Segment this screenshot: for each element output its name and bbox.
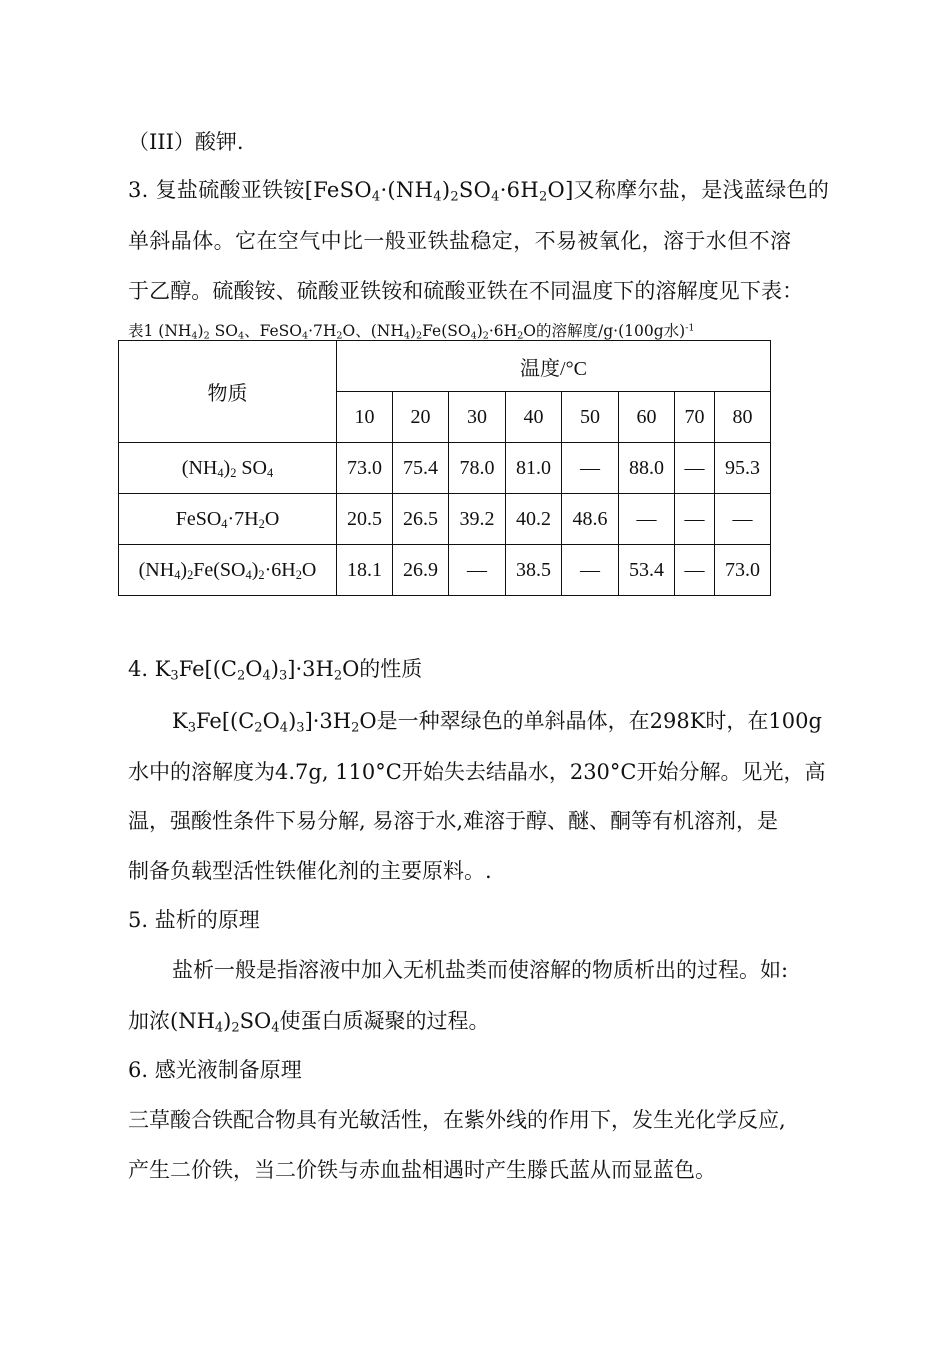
value-cell: — [619, 494, 675, 545]
text: SO [458, 178, 492, 202]
sub: 4 [403, 330, 410, 342]
value-cell: — [715, 494, 771, 545]
text: ) [409, 322, 417, 340]
value-cell: — [675, 545, 715, 596]
section4-para-line1: $K_3Fe[(C_2O_4)_3]\cdot 3H_2O$是一种翠绿色的单斜晶体，在298K时，在100g [172, 709, 822, 736]
temp-cell: 20 [393, 392, 449, 443]
solubility-table [118, 340, 771, 596]
sub: 4 [237, 330, 245, 342]
text: O的溶解度/g·(100g水) [523, 322, 686, 340]
section5-para-line1: 盐析一般是指溶液中加入无机盐类而使溶解的物质析出的过程。如: [172, 958, 789, 982]
value-cell: — [562, 545, 619, 596]
intro-line-fragment [128, 132, 244, 153]
text-l0: （III）酸钾. [128, 130, 244, 154]
value-cell: 78.0 [449, 443, 506, 494]
text: ·6H [488, 322, 518, 340]
value-cell: — [675, 494, 715, 545]
text: ·7H [308, 322, 337, 340]
sub: 2 [336, 330, 343, 342]
text: SO [209, 322, 238, 340]
section5-heading: 5. 盐析的原理 [128, 908, 260, 932]
text: 、FeSO [244, 322, 302, 340]
value-cell: 26.9 [393, 545, 449, 596]
text: O]又称摩尔盐，是浅蓝绿色的 [547, 178, 830, 202]
text: 单斜晶体。它在空气中比一般亚铁盐稳定，不易被氧化，溶于水但不溶 [128, 229, 792, 253]
value-cell: 38.5 [506, 545, 562, 596]
value-cell: 48.6 [562, 494, 619, 545]
value-cell: 39.2 [449, 494, 506, 545]
text: ) [441, 178, 451, 202]
text: ) [197, 322, 204, 340]
value-cell: 73.0 [337, 443, 393, 494]
value-cell: 26.5 [393, 494, 449, 545]
sup: -1 [685, 322, 695, 334]
text: O、(NH [342, 322, 404, 340]
sub: 4 [491, 189, 500, 205]
table-row [119, 494, 771, 545]
text: Fe(SO [422, 322, 471, 340]
substance-header: 物质 [119, 341, 337, 443]
section5-para-line2: 加浓$(NH_4)_2SO_4$使蛋白质凝聚的过程。 [128, 1009, 490, 1036]
temp-cell: 70 [675, 392, 715, 443]
table-header-row [119, 341, 771, 392]
value-cell: — [562, 443, 619, 494]
text: 3. 复盐硫酸亚铁铵[FeSO [128, 178, 372, 202]
value-cell: — [675, 443, 715, 494]
table-row [119, 545, 771, 596]
sub: 2 [517, 330, 524, 342]
table-row [119, 443, 771, 494]
sub: 4 [433, 189, 442, 205]
temp-cell: 10 [337, 392, 393, 443]
temp-cell: 50 [562, 392, 619, 443]
value-cell: 95.3 [715, 443, 771, 494]
section3-line3 [128, 281, 803, 302]
sub: 4 [301, 330, 309, 342]
section4-para-line4: 制备负载型活性铁催化剂的主要原料。. [128, 859, 492, 883]
sub: 4 [371, 189, 381, 205]
temp-cell: 40 [506, 392, 562, 443]
temp-cell: 30 [449, 392, 506, 443]
section3-heading-line [128, 178, 830, 205]
substance-name: $(NH_4)_2$ $SO_4$ [119, 443, 337, 494]
temp-cell: 80 [715, 392, 771, 443]
text: 于乙醇。硫酸铵、硫酸亚铁铵和硫酸亚铁在不同温度下的溶解度见下表： [128, 279, 804, 303]
table-caption [128, 319, 695, 341]
substance-name: $FeSO_4\cdot 7H_2O$ [119, 494, 337, 545]
value-cell: 18.1 [337, 545, 393, 596]
section6-para-line2: 产生二价铁，当二价铁与赤血盐相遇时产生滕氏蓝从而显蓝色。 [128, 1158, 716, 1182]
section3-line2 [128, 231, 791, 252]
sub: 2 [203, 330, 210, 342]
value-cell: — [449, 545, 506, 596]
value-cell: 40.2 [506, 494, 562, 545]
text: ·(NH [380, 178, 434, 202]
value-cell: 73.0 [715, 545, 771, 596]
text: ·6H [499, 178, 539, 202]
sub: 2 [538, 189, 548, 205]
temperature-header: 温度/°C [337, 341, 771, 392]
value-cell: 81.0 [506, 443, 562, 494]
text: ) [476, 322, 483, 340]
sub: 2 [482, 330, 489, 342]
sub: 2 [416, 330, 423, 342]
value-cell: 53.4 [619, 545, 675, 596]
section6-para-line1: 三草酸合铁配合物具有光敏活性，在紫外线的作用下，发生光化学反应, [128, 1108, 786, 1132]
section4-para-line3: 温，强酸性条件下易分解, 易溶于水,难溶于醇、醚、酮等有机溶剂，是 [128, 809, 779, 833]
value-cell: 88.0 [619, 443, 675, 494]
value-cell: 75.4 [393, 443, 449, 494]
value-cell: 20.5 [337, 494, 393, 545]
sub: 4 [470, 330, 477, 342]
section6-heading: 6. 感光液制备原理 [128, 1058, 302, 1082]
sub: 2 [450, 189, 459, 205]
sub: 4 [191, 330, 198, 342]
text: 表1 (NH [128, 322, 192, 340]
substance-name: $(NH_4)_2Fe(SO_4)_2\cdot 6H_2O$ [119, 545, 337, 596]
temp-cell: 60 [619, 392, 675, 443]
section4-para-line2: 水中的溶解度为4.7g, 110°C开始失去结晶水，230°C开始分解。见光，高 [128, 760, 826, 784]
section4-heading: 4. $K_3Fe[(C_2O_4)_3]\cdot 3H_2O$的性质 [128, 657, 423, 684]
